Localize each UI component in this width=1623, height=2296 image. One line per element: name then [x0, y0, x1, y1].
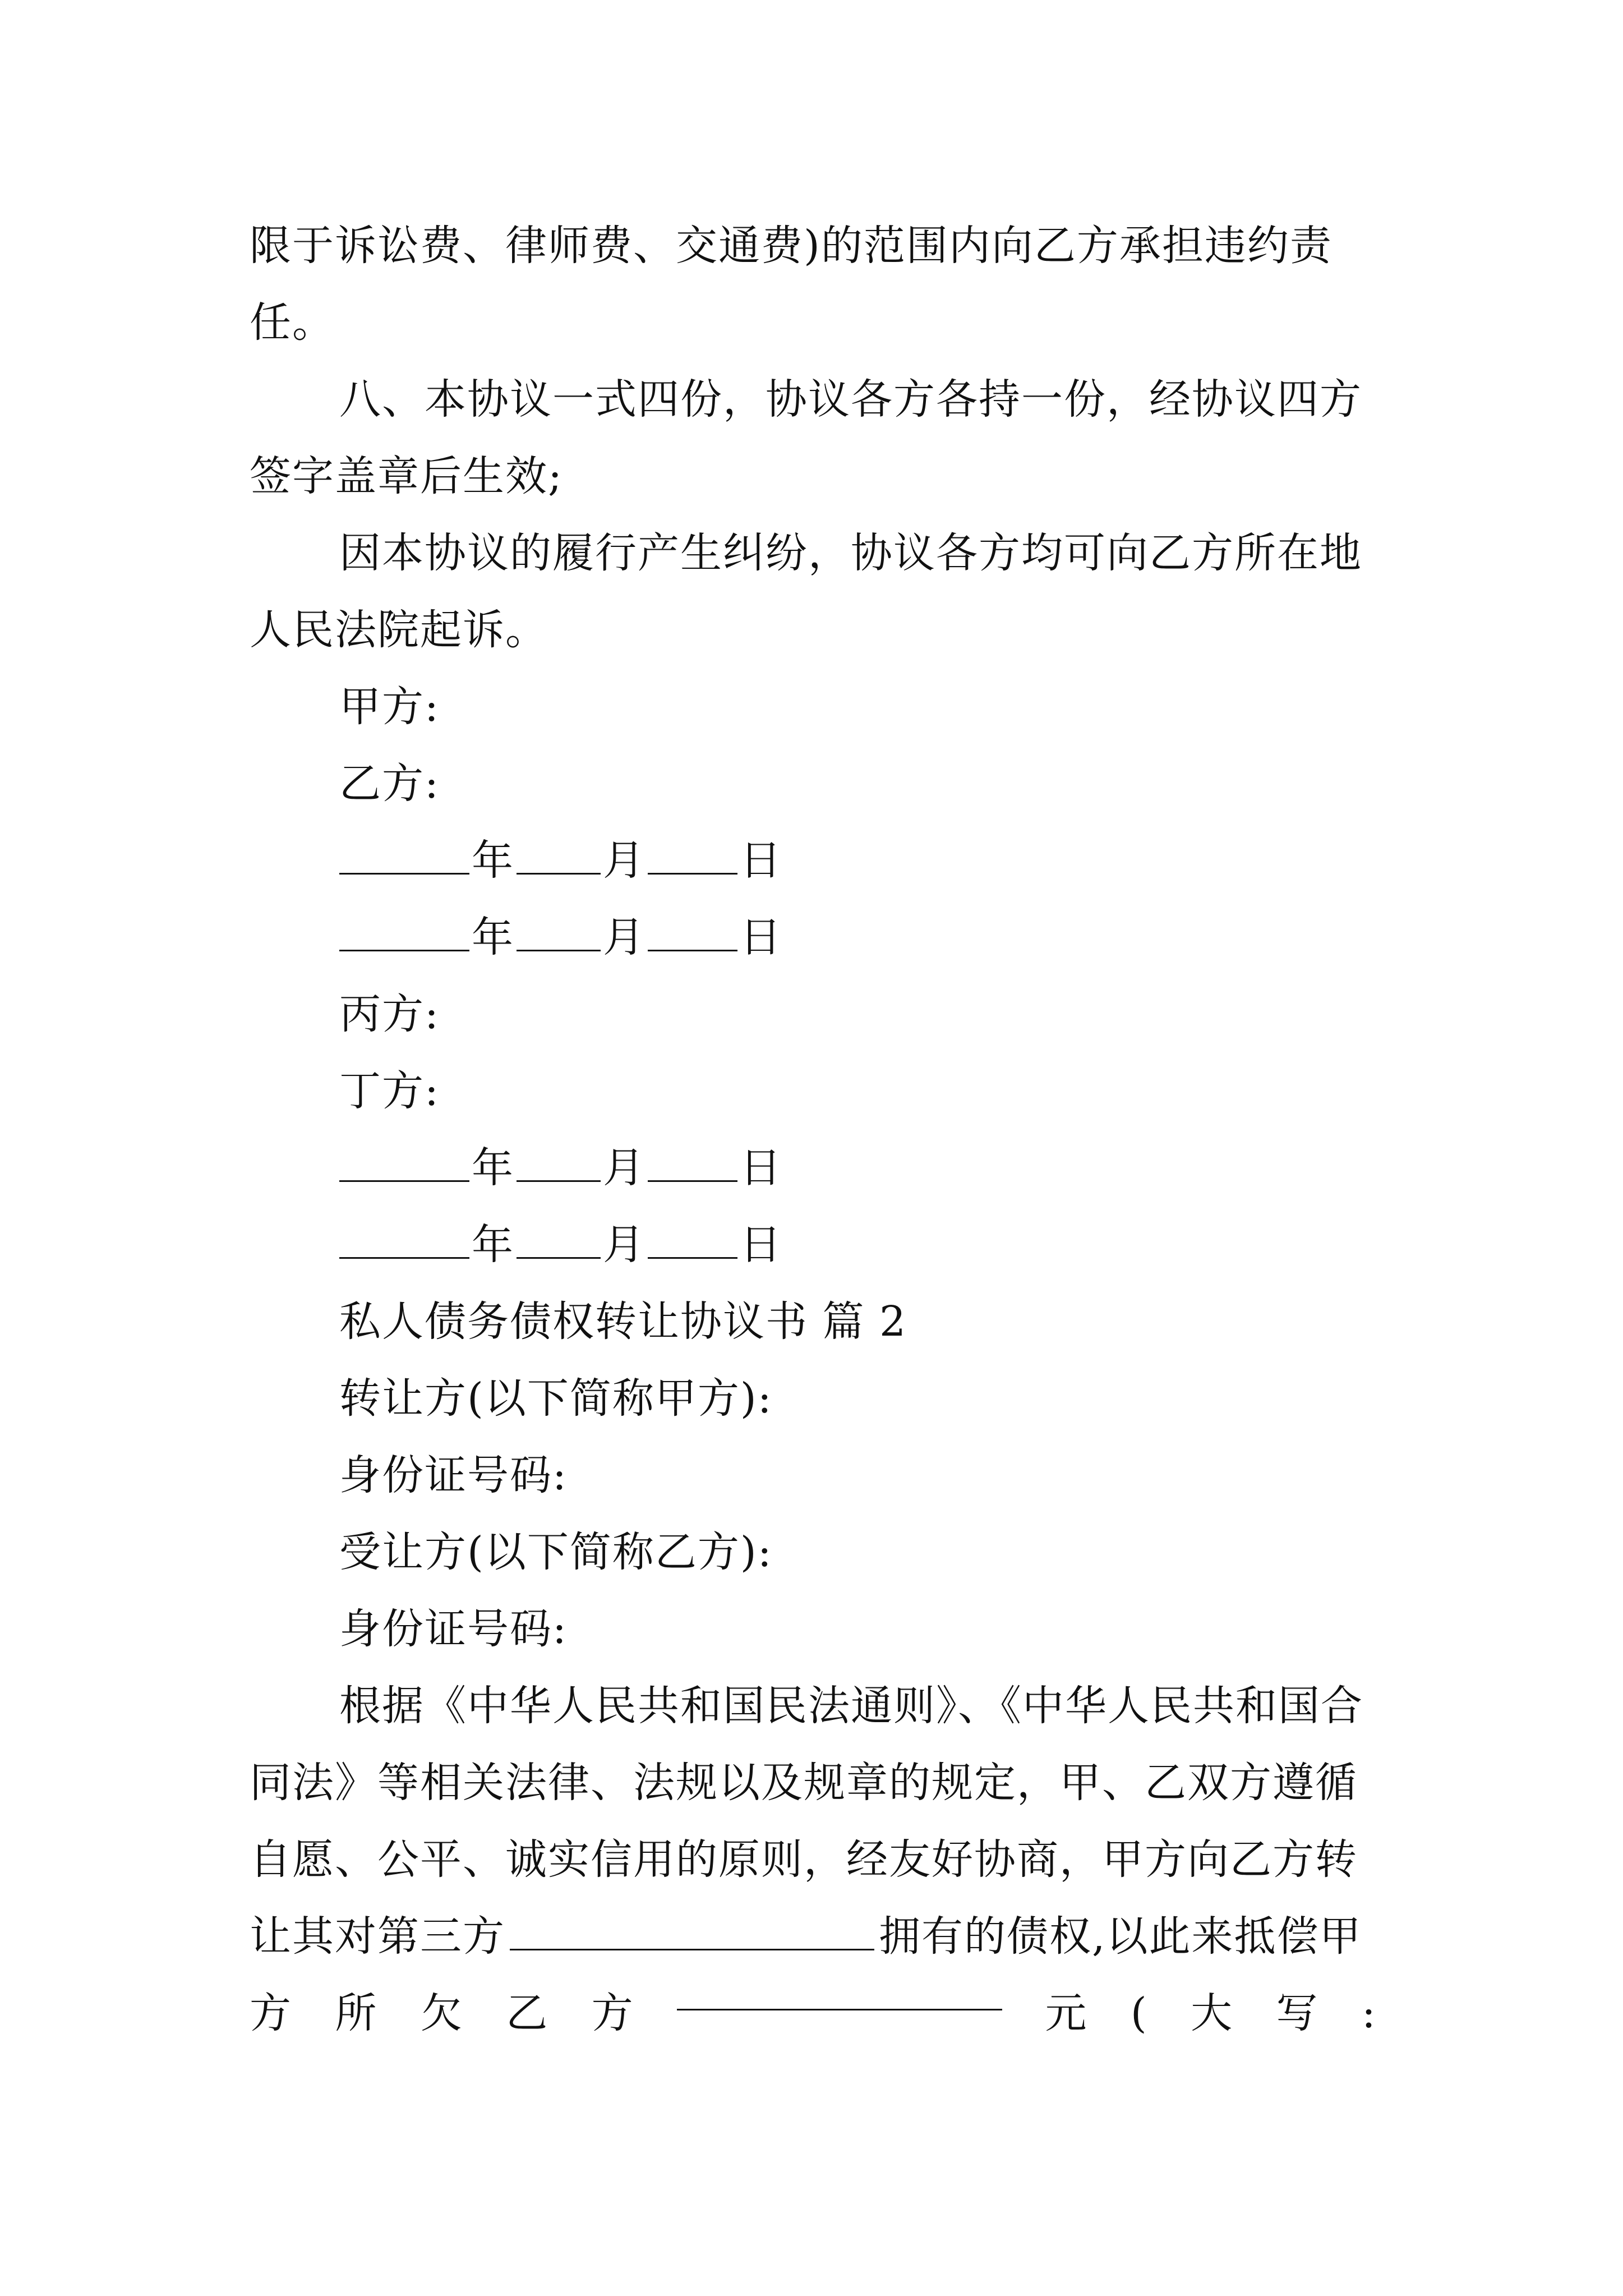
year-unit: 年 — [472, 1221, 514, 1269]
spaced-char: 大 — [1191, 1989, 1234, 2037]
transferee-label: 受让方(以下简称乙方): — [339, 1528, 773, 1576]
spaced-char: 方 — [250, 1989, 292, 2037]
spaced-char: 写 — [1276, 1989, 1319, 2037]
party-c-label: 丙方: — [339, 990, 440, 1038]
transferor-label: 转让方(以下简称甲方): — [339, 1374, 773, 1423]
date-line — [250, 822, 1377, 899]
spaced-char: : — [1361, 1989, 1377, 2037]
day-blank — [648, 839, 737, 875]
spaced-char: 所 — [335, 1989, 378, 2037]
paragraph-line: 人民法院起诉。 — [250, 606, 548, 654]
year-blank — [339, 1147, 469, 1182]
preamble-line: 根据《中华人民共和国民法通则》、《中华人民共和国合 — [339, 1682, 1363, 1730]
third-party-blank — [510, 1915, 874, 1950]
month-unit: 月 — [603, 1144, 645, 1192]
paragraph-line: 签字盖章后生效; — [250, 452, 563, 500]
party-a-label: 甲方: — [339, 683, 440, 731]
party-d-label: 丁方: — [339, 1067, 440, 1115]
document-body — [250, 208, 1377, 2052]
date-line — [250, 1130, 1377, 1207]
month-blank — [517, 1223, 601, 1259]
month-unit: 月 — [603, 913, 645, 961]
year-unit: 年 — [472, 1144, 514, 1192]
month-unit: 月 — [603, 1221, 645, 1269]
transferee-id-label: 身份证号码: — [339, 1605, 568, 1653]
spaced-char: 乙 — [506, 1989, 549, 2037]
year-blank — [339, 839, 469, 875]
spaced-char: 元 — [1045, 1989, 1088, 2037]
month-unit: 月 — [603, 836, 645, 885]
clause-eight-line: 八、本协议一式四份，协议各方各持一份，经协议四方 — [339, 375, 1362, 424]
month-blank — [517, 1147, 601, 1182]
paragraph-line: 任。 — [250, 298, 335, 347]
preamble-line-amount — [250, 1975, 1377, 2052]
day-unit: 日 — [740, 836, 782, 885]
day-unit: 日 — [740, 1221, 782, 1269]
preamble-text: 拥有的债权,以此来抵偿甲 — [879, 1912, 1362, 1961]
month-blank — [517, 839, 601, 875]
party-b-label: 乙方: — [339, 760, 440, 808]
preamble-line: 自愿、公平、诚实信用的原则，经友好协商，甲方向乙方转 — [250, 1835, 1358, 1884]
amount-blank — [677, 1975, 1002, 2010]
spaced-char: 方 — [591, 1989, 634, 2037]
transferor-id-label: 身份证号码: — [339, 1451, 568, 1499]
year-blank — [339, 1223, 469, 1259]
day-blank — [648, 1223, 737, 1259]
day-blank — [648, 916, 737, 951]
day-blank — [648, 1147, 737, 1182]
dispute-clause-line: 因本协议的履行产生纠纷，协议各方均可向乙方所在地 — [339, 529, 1362, 577]
year-unit: 年 — [472, 836, 514, 885]
preamble-text: 让其对第三方 — [250, 1912, 505, 1961]
spaced-char: 欠 — [420, 1989, 463, 2037]
section-title: 私人债务债权转让协议书 篇 2 — [339, 1297, 907, 1346]
day-unit: 日 — [740, 1144, 782, 1192]
spaced-char: ( — [1130, 1989, 1148, 2037]
preamble-line: 同法》等相关法律、法规以及规章的规定，甲、乙双方遵循 — [250, 1759, 1358, 1807]
day-unit: 日 — [740, 913, 782, 961]
month-blank — [517, 916, 601, 951]
date-line — [250, 1207, 1377, 1283]
year-blank — [339, 916, 469, 951]
date-line — [250, 899, 1377, 976]
year-unit: 年 — [472, 913, 514, 961]
preamble-line-third-party — [250, 1898, 1377, 1975]
paragraph-line: 限于诉讼费、律师费、交通费)的范围内向乙方承担违约责 — [250, 222, 1332, 270]
